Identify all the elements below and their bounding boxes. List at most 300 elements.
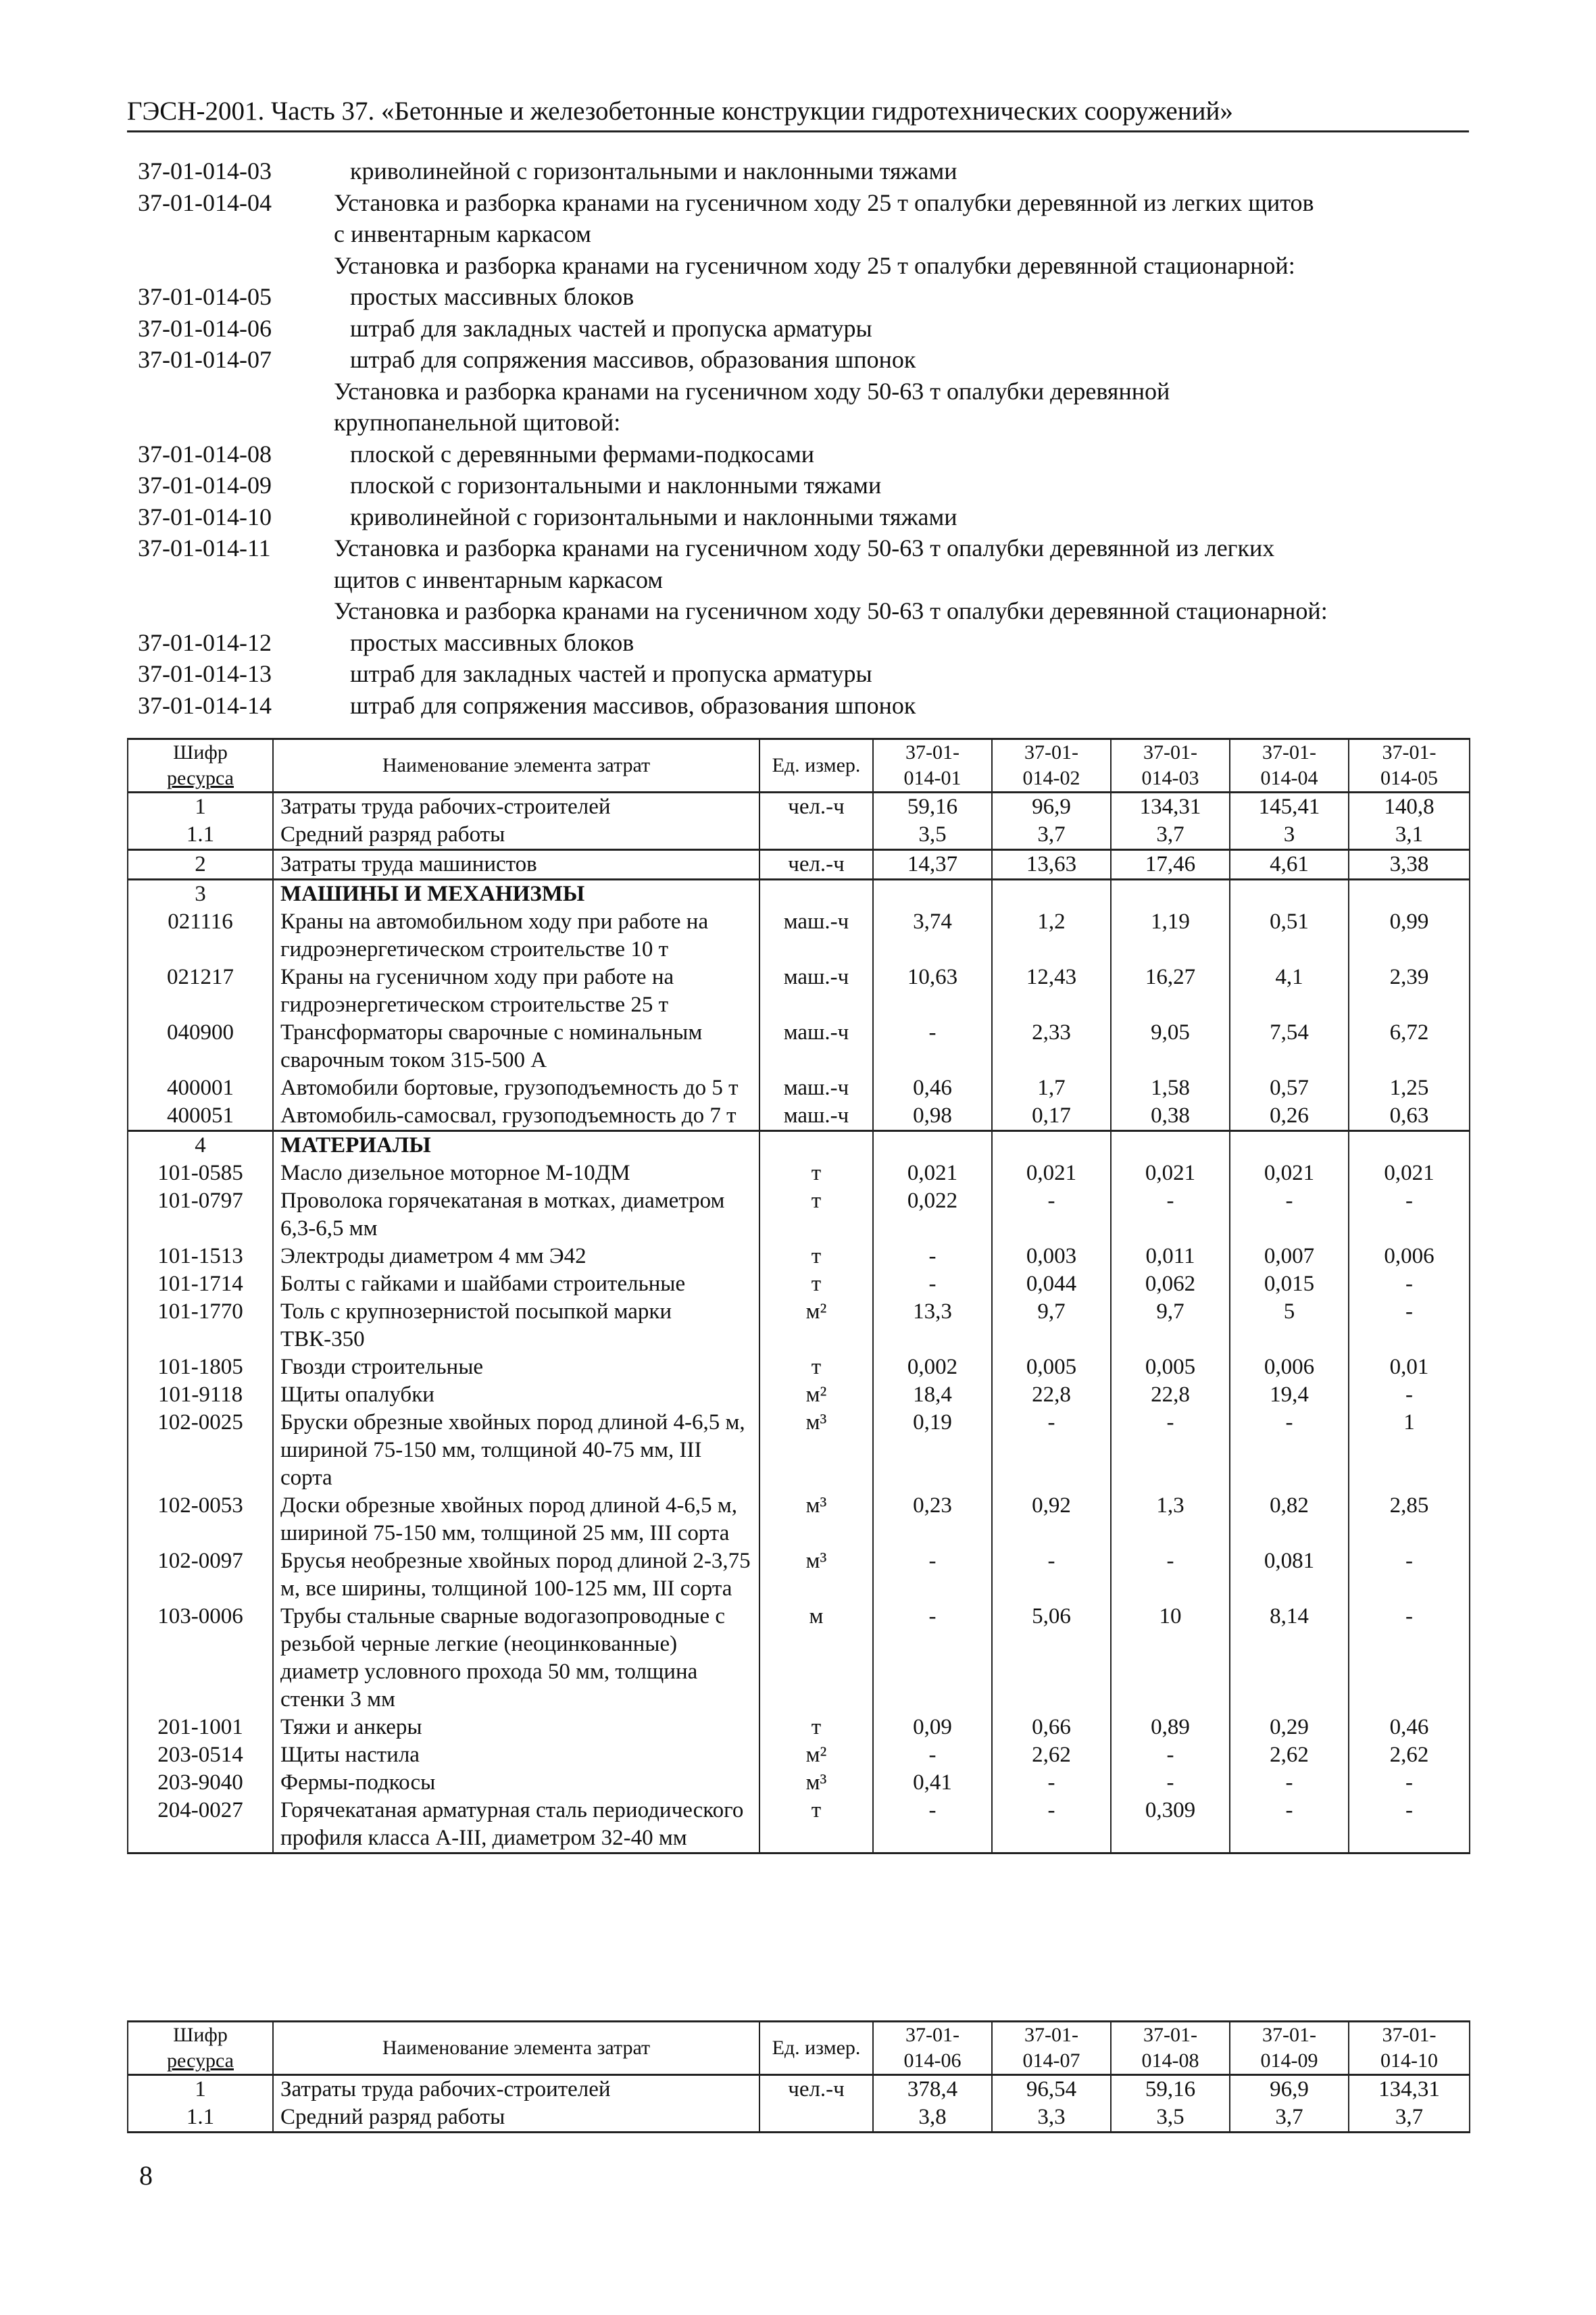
code-row — [138, 313, 1476, 345]
header-norm-code-line1: 37-01- — [1143, 741, 1197, 764]
table-row — [128, 1741, 1470, 1769]
resource-value: 4,61 — [1230, 850, 1349, 880]
resource-value: 5 — [1230, 1298, 1349, 1353]
resource-unit: т — [759, 1353, 873, 1381]
resource-value: 145,41 — [1230, 793, 1349, 822]
resource-code: 101-1714 — [128, 1270, 273, 1298]
code-number — [138, 407, 334, 439]
table-row — [128, 1769, 1470, 1797]
resource-value — [1230, 1131, 1349, 1160]
resource-code: 103-0006 — [128, 1603, 273, 1714]
resource-value: 9,7 — [992, 1298, 1111, 1353]
header-norm-code — [992, 2022, 1111, 2075]
resource-value: 0,044 — [992, 1270, 1111, 1298]
header-code — [128, 739, 273, 793]
resource-name: Фермы-подкосы — [273, 1769, 759, 1797]
resource-value: - — [1111, 1769, 1230, 1797]
code-number: 37-01-014-14 — [138, 691, 272, 719]
code-row — [138, 407, 1476, 439]
header-norm-code-line2: 014-09 — [1260, 2049, 1318, 2072]
code-description: Установка и разборка кранами на гусеничном ходу 50-63 т опалубки деревянной — [334, 377, 1170, 405]
resource-code: 1 — [128, 2075, 273, 2104]
resource-value: 22,8 — [1111, 1381, 1230, 1409]
table-row — [128, 1243, 1470, 1270]
header-norm-code-line2: 014-04 — [1260, 767, 1318, 789]
resource-value — [873, 880, 992, 909]
resource-value: 0,01 — [1349, 1353, 1470, 1381]
code-row — [138, 658, 1476, 690]
resource-value: - — [992, 1409, 1111, 1492]
resource-name: Горячекатаная арматурная сталь периодического профиля класса А-III, диаметром 32-40 мм — [273, 1797, 759, 1853]
code-description: штраб для сопряжения массивов, образования шпонок — [350, 691, 916, 719]
resource-code: 2 — [128, 850, 273, 880]
resource-name: Затраты труда машинистов — [273, 850, 759, 880]
resource-code: 102-0097 — [128, 1547, 273, 1603]
resource-value: 0,26 — [1230, 1102, 1349, 1131]
resource-code: 400001 — [128, 1074, 273, 1102]
code-description: криволинейной с горизонтальными и наклонными тяжами — [350, 503, 957, 530]
resource-name: МАТЕРИАЛЫ — [273, 1131, 759, 1160]
resource-value: - — [1230, 1409, 1349, 1492]
header-code-line2: ресурса — [167, 767, 234, 789]
resource-value: 0,63 — [1349, 1102, 1470, 1131]
header-norm-code-line1: 37-01- — [1024, 2024, 1078, 2046]
resource-value: - — [1349, 1298, 1470, 1353]
resource-code: 3 — [128, 880, 273, 909]
resource-value: 2,62 — [1230, 1741, 1349, 1769]
resource-value: 59,16 — [1111, 2075, 1230, 2104]
resource-value: 17,46 — [1111, 850, 1230, 880]
resource-name: Доски обрезные хвойных пород длиной 4-6,5 м, шириной 75-150 мм, толщиной 25 мм, III сорта — [273, 1492, 759, 1547]
resource-value — [1111, 880, 1230, 909]
code-description: штраб для закладных частей и пропуска арматуры — [350, 314, 872, 342]
resource-value: 3,7 — [992, 821, 1111, 850]
resource-value: 9,7 — [1111, 1298, 1230, 1353]
resource-code: 101-1805 — [128, 1353, 273, 1381]
resource-value: - — [1230, 1797, 1349, 1853]
resource-value: 0,17 — [992, 1102, 1111, 1131]
header-norm-code — [873, 2022, 992, 2075]
header-row — [128, 739, 1470, 793]
table-row — [128, 2075, 1470, 2104]
resource-value: 19,4 — [1230, 1381, 1349, 1409]
table-row — [128, 1381, 1470, 1409]
header-norm-code-line1: 37-01- — [1262, 741, 1316, 764]
resource-value: - — [1111, 1187, 1230, 1243]
code-number: 37-01-014-10 — [138, 503, 272, 530]
resource-value: - — [1349, 1547, 1470, 1603]
resource-name: Затраты труда рабочих-строителей — [273, 2075, 759, 2104]
resource-name: МАШИНЫ И МЕХАНИЗМЫ — [273, 880, 759, 909]
resource-unit: т — [759, 1797, 873, 1853]
resource-unit: маш.-ч — [759, 908, 873, 964]
resource-value: - — [1111, 1741, 1230, 1769]
code-row — [138, 281, 1476, 313]
resource-code: 203-9040 — [128, 1769, 273, 1797]
resource-value: - — [1349, 1769, 1470, 1797]
resource-value: - — [873, 1270, 992, 1298]
header-norm-code-line1: 37-01- — [1382, 2024, 1437, 2046]
code-description: Установка и разборка кранами на гусеничном ходу 25 т опалубки деревянной стационарной: — [334, 251, 1295, 279]
resource-value: - — [1111, 1547, 1230, 1603]
header-norm-code — [1349, 2022, 1470, 2075]
code-number: 37-01-014-07 — [138, 346, 272, 373]
resource-value: 1,19 — [1111, 908, 1230, 964]
resource-value: - — [1111, 1409, 1230, 1492]
resource-value: 0,002 — [873, 1353, 992, 1381]
header-norm-code — [1230, 2022, 1349, 2075]
resource-value: 6,72 — [1349, 1019, 1470, 1074]
resource-value: 140,8 — [1349, 793, 1470, 822]
resource-value: 59,16 — [873, 793, 992, 822]
resource-value: - — [1230, 1769, 1349, 1797]
resource-code: 101-0797 — [128, 1187, 273, 1243]
code-row — [138, 376, 1476, 407]
resource-code: 1.1 — [128, 2104, 273, 2133]
resource-value: 1,3 — [1111, 1492, 1230, 1547]
resource-value — [992, 1131, 1111, 1160]
resource-value: 0,021 — [1230, 1160, 1349, 1187]
resource-value: 16,27 — [1111, 964, 1230, 1019]
header-norm-code-line2: 014-02 — [1022, 767, 1080, 789]
resource-unit: маш.-ч — [759, 1074, 873, 1102]
resource-code: 101-1513 — [128, 1243, 273, 1270]
resource-value — [992, 880, 1111, 909]
header-norm-code-line2: 014-06 — [903, 2049, 962, 2072]
resource-table-2 — [127, 2020, 1470, 2133]
code-row — [138, 532, 1476, 564]
resource-name: Краны на гусеничном ходу при работе на гидроэнергетическом строительстве 25 т — [273, 964, 759, 1019]
table-row — [128, 1492, 1470, 1547]
table-row — [128, 1270, 1470, 1298]
resource-value: - — [1349, 1603, 1470, 1714]
resource-value: 0,99 — [1349, 908, 1470, 964]
resource-code: 021116 — [128, 908, 273, 964]
code-number: 37-01-014-05 — [138, 283, 272, 310]
resource-code: 1.1 — [128, 821, 273, 850]
table-row — [128, 1603, 1470, 1714]
resource-value: 1,2 — [992, 908, 1111, 964]
table-row — [128, 964, 1470, 1019]
resource-name: Автомобили бортовые, грузоподъемность до 5 т — [273, 1074, 759, 1102]
resource-code: 4 — [128, 1131, 273, 1160]
resource-value: 0,011 — [1111, 1243, 1230, 1270]
resource-value: 13,63 — [992, 850, 1111, 880]
header-norm-code — [992, 739, 1111, 793]
code-number — [138, 218, 334, 250]
resource-code: 101-9118 — [128, 1381, 273, 1409]
header-code-line2: ресурса — [167, 2049, 234, 2072]
resource-name: Щиты опалубки — [273, 1381, 759, 1409]
resource-name: Автомобиль-самосвал, грузоподъемность до 7 т — [273, 1102, 759, 1131]
table-row — [128, 880, 1470, 909]
table-row — [128, 908, 1470, 964]
table-row — [128, 1187, 1470, 1243]
header-unit: Ед. измер. — [759, 739, 873, 793]
code-row — [138, 690, 1476, 722]
resource-value: - — [992, 1769, 1111, 1797]
resource-value: 3,38 — [1349, 850, 1470, 880]
resource-value: 3,5 — [1111, 2104, 1230, 2133]
code-description: штраб для закладных частей и пропуска арматуры — [350, 660, 872, 687]
resource-unit — [759, 2104, 873, 2133]
code-description: простых массивных блоков — [350, 283, 634, 310]
resource-value: - — [992, 1797, 1111, 1853]
code-row — [138, 627, 1476, 659]
resource-value: 0,19 — [873, 1409, 992, 1492]
resource-code: 021217 — [128, 964, 273, 1019]
header-code-line1: Шифр — [173, 741, 228, 764]
resource-value — [1349, 1131, 1470, 1160]
resource-unit: чел.-ч — [759, 793, 873, 822]
resource-name: Средний разряд работы — [273, 821, 759, 850]
resource-value: 0,006 — [1230, 1353, 1349, 1381]
resource-name: Затраты труда рабочих-строителей — [273, 793, 759, 822]
table-row — [128, 1102, 1470, 1131]
resource-name: Толь с крупнозернистой посыпкой марки ТВК-350 — [273, 1298, 759, 1353]
resource-unit: м³ — [759, 1547, 873, 1603]
header-norm-code-line1: 37-01- — [1143, 2024, 1197, 2046]
table-row — [128, 1298, 1470, 1353]
header-norm-code-line1: 37-01- — [1382, 741, 1437, 764]
resource-value: 9,05 — [1111, 1019, 1230, 1074]
resource-value — [1349, 880, 1470, 909]
code-description: простых массивных блоков — [350, 628, 634, 656]
resource-name: Брусья необрезные хвойных пород длиной 2-3,75 м, все ширины, толщиной 100-125 мм, III сорта — [273, 1547, 759, 1603]
header-norm-code-line1: 37-01- — [905, 2024, 959, 2046]
resource-value: 0,66 — [992, 1714, 1111, 1741]
resource-value: 0,57 — [1230, 1074, 1349, 1102]
code-description: щитов с инвентарным каркасом — [334, 566, 664, 593]
table-row — [128, 821, 1470, 850]
code-row — [138, 470, 1476, 501]
resource-value: 0,021 — [1111, 1160, 1230, 1187]
resource-value: 5,06 — [992, 1603, 1111, 1714]
code-row — [138, 187, 1476, 219]
resource-value — [1111, 1131, 1230, 1160]
resource-name: Краны на автомобильном ходу при работе на гидроэнергетическом строительстве 10 т — [273, 908, 759, 964]
resource-value: 0,015 — [1230, 1270, 1349, 1298]
header-norm-code-line2: 014-05 — [1380, 767, 1438, 789]
code-description: штраб для сопряжения массивов, образования шпонок — [350, 346, 916, 373]
resource-name: Бруски обрезные хвойных пород длиной 4-6,5 м, шириной 75-150 мм, толщиной 40-75 мм, III сорта — [273, 1409, 759, 1492]
code-description: Установка и разборка кранами на гусеничном ходу 50-63 т опалубки деревянной стационарной: — [334, 597, 1328, 624]
resource-value: 3,1 — [1349, 821, 1470, 850]
resource-value: 0,005 — [1111, 1353, 1230, 1381]
resource-unit: т — [759, 1243, 873, 1270]
resource-value: 96,9 — [992, 793, 1111, 822]
resource-unit: т — [759, 1714, 873, 1741]
resource-value: 2,85 — [1349, 1492, 1470, 1547]
header-norm-code-line2: 014-08 — [1141, 2049, 1199, 2072]
resource-value: 0,89 — [1111, 1714, 1230, 1741]
code-number: 37-01-014-13 — [138, 660, 272, 687]
header-code-line1: Шифр — [173, 2024, 228, 2046]
header-norm-code-line2: 014-03 — [1141, 767, 1199, 789]
code-description: с инвентарным каркасом — [334, 220, 591, 247]
resource-value: 1,7 — [992, 1074, 1111, 1102]
resource-value: 7,54 — [1230, 1019, 1349, 1074]
header-unit: Ед. измер. — [759, 2022, 873, 2075]
resource-value: - — [873, 1243, 992, 1270]
resource-unit: м² — [759, 1298, 873, 1353]
resource-name: Электроды диаметром 4 мм Э42 — [273, 1243, 759, 1270]
resource-value: 14,37 — [873, 850, 992, 880]
resource-value: 0,38 — [1111, 1102, 1230, 1131]
header-name: Наименование элемента затрат — [273, 2022, 759, 2075]
code-number: 37-01-014-12 — [138, 628, 272, 656]
resource-code: 101-1770 — [128, 1298, 273, 1353]
resource-value: 0,003 — [992, 1243, 1111, 1270]
resource-value: 3,7 — [1349, 2104, 1470, 2133]
resource-value: 0,021 — [992, 1160, 1111, 1187]
header-norm-code — [1230, 739, 1349, 793]
resource-value: - — [992, 1547, 1111, 1603]
resource-value: 2,33 — [992, 1019, 1111, 1074]
table-row — [128, 1353, 1470, 1381]
resource-unit — [759, 880, 873, 909]
resource-value: 3,3 — [992, 2104, 1111, 2133]
code-number: 37-01-014-06 — [138, 314, 272, 342]
resource-value: - — [873, 1019, 992, 1074]
resource-value: 0,021 — [873, 1160, 992, 1187]
code-row — [138, 439, 1476, 470]
resource-unit — [759, 821, 873, 850]
resource-value: - — [1349, 1187, 1470, 1243]
resource-value: 0,98 — [873, 1102, 992, 1131]
resource-name: Гвозди строительные — [273, 1353, 759, 1381]
resource-name: Трансформаторы сварочные с номинальным сварочным током 315-500 А — [273, 1019, 759, 1074]
resource-value: 1 — [1349, 1409, 1470, 1492]
resource-value: 134,31 — [1349, 2075, 1470, 2104]
resource-unit: м² — [759, 1741, 873, 1769]
table-row — [128, 2104, 1470, 2133]
header-norm-code-line1: 37-01- — [905, 741, 959, 764]
header-norm-code-line2: 014-07 — [1022, 2049, 1080, 2072]
resource-value: 0,46 — [1349, 1714, 1470, 1741]
code-description: криволинейной с горизонтальными и наклонными тяжами — [350, 157, 957, 184]
resource-name: Щиты настила — [273, 1741, 759, 1769]
table-row — [128, 1131, 1470, 1160]
code-row — [138, 344, 1476, 376]
resource-name: Трубы стальные сварные водогазопроводные с резьбой черные легкие (неоцинкованные) диаметр условного прохода 50 мм, толщина стенки 3 мм — [273, 1603, 759, 1714]
resource-unit: маш.-ч — [759, 1102, 873, 1131]
resource-value: 0,51 — [1230, 908, 1349, 964]
code-number: 37-01-014-09 — [138, 472, 272, 499]
resource-value: 10,63 — [873, 964, 992, 1019]
resource-value: 8,14 — [1230, 1603, 1349, 1714]
resource-unit: т — [759, 1187, 873, 1243]
resource-value: 3,8 — [873, 2104, 992, 2133]
resource-value: 96,9 — [1230, 2075, 1349, 2104]
resource-value: - — [873, 1547, 992, 1603]
resource-name: Болты с гайками и шайбами строительные — [273, 1270, 759, 1298]
resource-value: 96,54 — [992, 2075, 1111, 2104]
resource-value — [873, 1131, 992, 1160]
header-norm-code — [1111, 739, 1230, 793]
resource-value: 1,25 — [1349, 1074, 1470, 1102]
table-row — [128, 1019, 1470, 1074]
header-norm-code — [873, 739, 992, 793]
resource-value: 3 — [1230, 821, 1349, 850]
resource-unit: м³ — [759, 1409, 873, 1492]
resource-table-1 — [127, 738, 1470, 1854]
resource-value: - — [1349, 1797, 1470, 1853]
header-name: Наименование элемента затрат — [273, 739, 759, 793]
resource-value — [1230, 880, 1349, 909]
resource-code: 102-0053 — [128, 1492, 273, 1547]
resource-unit: т — [759, 1160, 873, 1187]
resource-value: 0,021 — [1349, 1160, 1470, 1187]
header-norm-code — [1349, 739, 1470, 793]
resource-unit: маш.-ч — [759, 964, 873, 1019]
resource-value: 0,005 — [992, 1353, 1111, 1381]
header-norm-code-line1: 37-01- — [1024, 741, 1078, 764]
table-row — [128, 1409, 1470, 1492]
code-list — [138, 155, 1476, 721]
resource-unit: м — [759, 1603, 873, 1714]
resource-value: 0,081 — [1230, 1547, 1349, 1603]
code-description: плоской с горизонтальными и наклонными тяжами — [350, 472, 882, 499]
resource-value: 378,4 — [873, 2075, 992, 2104]
resource-value: - — [873, 1603, 992, 1714]
table-row — [128, 1074, 1470, 1102]
code-number: 37-01-014-11 — [138, 534, 271, 562]
code-description: плоской с деревянными фермами-подкосами — [350, 440, 814, 468]
table-row — [128, 1797, 1470, 1853]
resource-value: 0,062 — [1111, 1270, 1230, 1298]
resource-value: 4,1 — [1230, 964, 1349, 1019]
code-row — [138, 250, 1476, 282]
resource-value: 0,82 — [1230, 1492, 1349, 1547]
resource-value: 0,309 — [1111, 1797, 1230, 1853]
header-norm-code-line2: 014-10 — [1380, 2049, 1438, 2072]
resource-value: 18,4 — [873, 1381, 992, 1409]
code-row — [138, 595, 1476, 627]
resource-value: 3,7 — [1230, 2104, 1349, 2133]
resource-value: - — [873, 1797, 992, 1853]
header-norm-code — [1111, 2022, 1230, 2075]
table-row — [128, 1160, 1470, 1187]
resource-value: - — [873, 1741, 992, 1769]
resource-unit: маш.-ч — [759, 1019, 873, 1074]
resource-value: 3,74 — [873, 908, 992, 964]
resource-value: - — [992, 1187, 1111, 1243]
resource-code: 101-0585 — [128, 1160, 273, 1187]
code-row — [138, 501, 1476, 533]
resource-value: 0,23 — [873, 1492, 992, 1547]
resource-value: - — [1349, 1381, 1470, 1409]
resource-value: 0,41 — [873, 1769, 992, 1797]
resource-value: 2,39 — [1349, 964, 1470, 1019]
resource-value: 0,29 — [1230, 1714, 1349, 1741]
resource-unit: чел.-ч — [759, 850, 873, 880]
resource-value: 0,09 — [873, 1714, 992, 1741]
resource-unit: т — [759, 1270, 873, 1298]
resource-code: 201-1001 — [128, 1714, 273, 1741]
table-row — [128, 1714, 1470, 1741]
resource-value: 0,92 — [992, 1492, 1111, 1547]
resource-value: 3,5 — [873, 821, 992, 850]
resource-value: - — [1349, 1270, 1470, 1298]
code-row — [138, 218, 1476, 250]
resource-value: 0,022 — [873, 1187, 992, 1243]
code-number — [138, 250, 334, 282]
resource-code: 400051 — [128, 1102, 273, 1131]
code-row — [138, 564, 1476, 596]
code-number: 37-01-014-04 — [138, 189, 272, 216]
resource-unit — [759, 1131, 873, 1160]
